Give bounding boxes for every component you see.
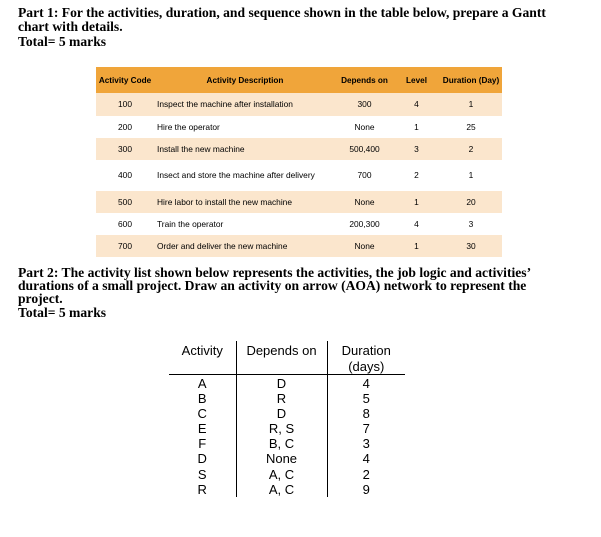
cell-duration: 1: [440, 160, 502, 191]
cell-duration: 30: [440, 235, 502, 257]
cell-level: 2: [393, 160, 440, 191]
table-row: [96, 213, 502, 235]
cell-activity: R: [169, 482, 236, 497]
cell-duration: 20: [440, 191, 502, 213]
cell-duration: 5: [327, 391, 405, 406]
cell-duration: 9: [327, 482, 405, 497]
table-row: [96, 160, 502, 191]
cell-code: 400: [96, 160, 154, 191]
cell-code: 200: [96, 116, 154, 138]
cell-depends: R: [236, 391, 327, 406]
cell-description: Inspect the machine after installation: [154, 93, 336, 116]
part2-line1: Part 2: The activity list shown below represents the activities, the job logic and activities’: [18, 265, 532, 280]
activity-list-header: [169, 341, 405, 375]
table-row: [169, 406, 405, 421]
cell-depends: R, S: [236, 421, 327, 436]
cell-code: 100: [96, 93, 154, 116]
cell-duration: 3: [440, 213, 502, 235]
cell-description: Train the operator: [154, 213, 336, 235]
header-duration-days: Duration (days): [327, 341, 405, 375]
table-row: [169, 436, 405, 451]
table-row: [96, 138, 502, 160]
cell-level: 4: [393, 93, 440, 116]
cell-duration: 1: [440, 93, 502, 116]
cell-depends: A, C: [236, 467, 327, 482]
cell-depends: None: [236, 451, 327, 466]
cell-duration: 2: [440, 138, 502, 160]
cell-activity: F: [169, 436, 236, 451]
table-row: [96, 93, 502, 116]
table-row: [96, 235, 502, 257]
cell-duration: 4: [327, 375, 405, 392]
cell-depends: 300: [336, 93, 393, 116]
part2-line2: durations of a small project. Draw an activity on arrow (AOA) network to represent the: [18, 278, 527, 293]
cell-duration: 2: [327, 467, 405, 482]
cell-level: 4: [393, 213, 440, 235]
cell-duration: 25: [440, 116, 502, 138]
table-row: [169, 391, 405, 406]
cell-activity: S: [169, 467, 236, 482]
table-row: [169, 421, 405, 436]
cell-level: 1: [393, 116, 440, 138]
cell-code: 300: [96, 138, 154, 160]
cell-depends: D: [236, 406, 327, 421]
cell-level: 1: [393, 235, 440, 257]
header-activity-description: Activity Description: [154, 67, 336, 93]
part2-line3: project.: [18, 291, 63, 306]
cell-depends: None: [336, 235, 393, 257]
cell-code: 500: [96, 191, 154, 213]
part1-line2: chart with details.: [18, 19, 123, 34]
cell-duration: 4: [327, 451, 405, 466]
part2-total: Total= 5 marks: [18, 305, 107, 320]
cell-level: 3: [393, 138, 440, 160]
header-depends-on: Depends on: [236, 341, 327, 375]
cell-activity: C: [169, 406, 236, 421]
table-row: [96, 116, 502, 138]
cell-activity: B: [169, 391, 236, 406]
cell-description: Order and deliver the new machine: [154, 235, 336, 257]
header-depends-on: Depends on: [336, 67, 393, 93]
header-duration: Duration (Day): [440, 67, 502, 93]
table-row: [169, 451, 405, 466]
table-row: [96, 191, 502, 213]
cell-duration: 8: [327, 406, 405, 421]
table-row: [169, 467, 405, 482]
cell-code: 600: [96, 213, 154, 235]
activity-table: [96, 67, 502, 257]
cell-depends: 700: [336, 160, 393, 191]
table-row: [169, 482, 405, 497]
part1-line1: Part 1: For the activities, duration, and sequence shown in the table below, prepare a Gantt: [18, 5, 546, 20]
cell-depends: None: [336, 116, 393, 138]
table-row: [169, 375, 405, 392]
cell-activity: E: [169, 421, 236, 436]
cell-activity: D: [169, 451, 236, 466]
cell-duration: 7: [327, 421, 405, 436]
part1-total: Total= 5 marks: [18, 34, 107, 49]
cell-description: Hire the operator: [154, 116, 336, 138]
header-activity-code: Activity Code: [96, 67, 154, 93]
cell-depends: 200,300: [336, 213, 393, 235]
cell-depends: D: [236, 375, 327, 392]
cell-depends: A, C: [236, 482, 327, 497]
cell-depends: None: [336, 191, 393, 213]
cell-duration: 3: [327, 436, 405, 451]
cell-depends: B, C: [236, 436, 327, 451]
cell-description: Hire labor to install the new machine: [154, 191, 336, 213]
cell-description: Insect and store the machine after delivery: [154, 160, 336, 191]
activity-table-header: [96, 67, 502, 93]
cell-depends: 500,400: [336, 138, 393, 160]
cell-activity: A: [169, 375, 236, 392]
cell-level: 1: [393, 191, 440, 213]
header-activity: Activity: [169, 341, 236, 375]
cell-code: 700: [96, 235, 154, 257]
header-level: Level: [393, 67, 440, 93]
cell-description: Install the new machine: [154, 138, 336, 160]
activity-list-table: [169, 341, 405, 497]
